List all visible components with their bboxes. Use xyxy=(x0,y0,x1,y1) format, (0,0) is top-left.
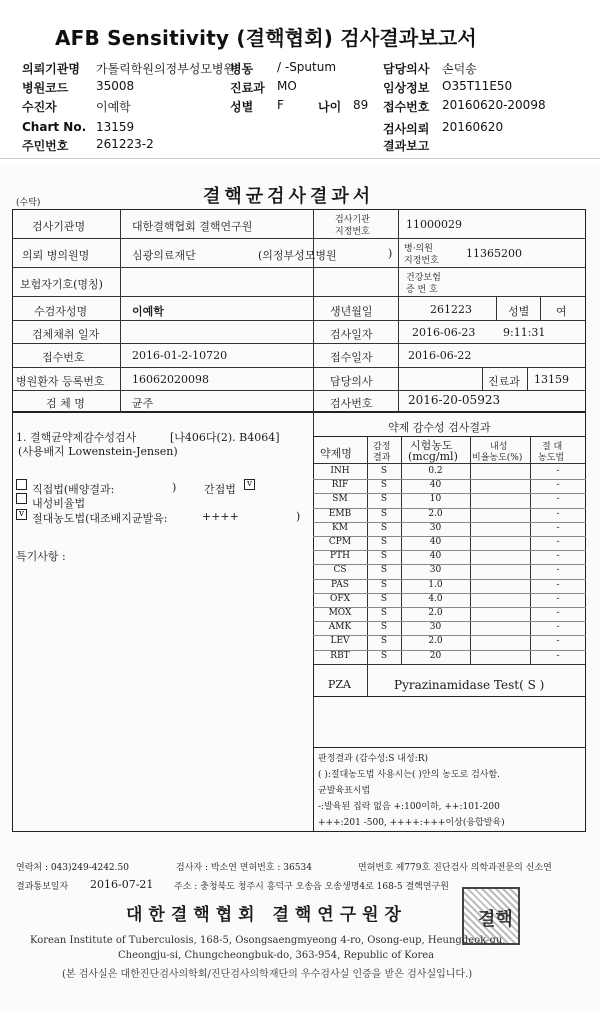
pat-reg-value: 16062020098 xyxy=(132,373,209,386)
drug-abs: - xyxy=(556,650,560,661)
drug-name: CPM xyxy=(328,537,352,547)
sex-label: 성별 xyxy=(230,100,254,114)
drug-conc: 30 xyxy=(429,565,442,576)
institution-value: 가톨릭학원의정부성모병원 xyxy=(96,62,236,76)
dob-value: 261223 xyxy=(430,303,472,316)
drug-abs: - xyxy=(556,565,560,576)
judge-line1: 판정결과 (감수성:S 내성:R) xyxy=(318,754,428,764)
report-header xyxy=(0,0,600,160)
receipt-tag: (수탁) xyxy=(16,198,41,208)
method2-label: 내성비율법 xyxy=(32,497,86,510)
resident-label: 주민번호 xyxy=(22,139,69,153)
test-no-value: 2016-20-05923 xyxy=(408,393,501,407)
health-label1: 건강보험 xyxy=(406,273,441,283)
drug-result: S xyxy=(380,593,388,604)
drug-conc: 40 xyxy=(429,537,442,547)
judge-line2: ( ):절대농도법 사용시는( )안의 농도로 검사함. xyxy=(318,770,501,780)
request-value: 20160620 xyxy=(442,120,504,134)
drug-result: S xyxy=(380,508,388,519)
institution-label: 의뢰기관명 xyxy=(22,62,80,76)
pza-label: PZA xyxy=(328,678,351,691)
ward-label: 병동 xyxy=(230,62,254,76)
drug-abs: - xyxy=(556,608,560,618)
dept-label-doc: 진료과 xyxy=(488,375,520,388)
insured-label: 보험자기호(명칭) xyxy=(20,278,103,291)
drug-abs: - xyxy=(556,551,560,562)
dept-value: MO xyxy=(277,79,297,93)
tester: 검사자 : 박소연 면허번호 : 36534 xyxy=(176,863,312,873)
absolute-method-checkbox[interactable]: v xyxy=(16,509,27,520)
method1b-label: 간접법 xyxy=(204,483,236,496)
patient-label: 수진자 xyxy=(22,100,57,114)
drug-conc: 40 xyxy=(429,480,442,491)
drug-conc: 30 xyxy=(429,622,442,633)
drug-result: S xyxy=(380,494,388,505)
drug-name: PAS xyxy=(331,579,349,590)
drug-row-divider xyxy=(313,593,586,594)
receipt-date-label: 접수일자 xyxy=(330,351,373,364)
col-abs2: 농도법 xyxy=(538,453,565,463)
drug-conc: 2.0 xyxy=(428,636,443,647)
drug-name: PTH xyxy=(330,551,350,562)
test-code: [나406다(2). B4064] xyxy=(170,431,280,444)
drug-name: OFX xyxy=(329,593,351,604)
resident-value: 261223-2 xyxy=(96,137,154,151)
judge-line5: +++:201 -500, ++++:+++이상(융합발육) xyxy=(318,818,505,828)
drug-result: S xyxy=(380,466,388,476)
judge-line3: 균발육표시법 xyxy=(318,786,371,796)
drug-row-divider xyxy=(313,564,586,565)
test-item: 1. 결핵균약제감수성검사 xyxy=(16,431,137,444)
sex-value: 여 xyxy=(556,305,567,318)
doc-title: 결핵균검사결과서 xyxy=(203,186,375,207)
ratio-method-checkbox[interactable] xyxy=(16,493,27,504)
sex-value: F xyxy=(277,98,284,112)
col-conc1: 시험농도 xyxy=(410,439,453,452)
seal-text: 결핵 xyxy=(478,909,513,930)
address-en-2: Cheongju-si, Chungcheongbuk-do, 363-954, Republic of Korea xyxy=(118,950,435,961)
clinical-value: O35T11E50 xyxy=(442,79,513,93)
test-no-label: 검사번호 xyxy=(330,397,373,410)
col-conc2: (mcg/ml) xyxy=(408,450,458,463)
report-label: 결과보고 xyxy=(383,139,430,153)
drug-name: MOX xyxy=(328,608,352,618)
drug-name: EMB xyxy=(328,508,352,519)
inst-no-label2: 지정번호 xyxy=(335,227,370,237)
receipt-no-label: 접수번호 xyxy=(42,351,85,364)
subject-value: 이예학 xyxy=(132,305,164,318)
method3-value: ++++ xyxy=(202,510,239,523)
inst-no-label1: 검사기관 xyxy=(335,215,370,225)
test-date-label: 검사일자 xyxy=(330,328,373,341)
drug-abs: - xyxy=(556,466,560,476)
req-hosp-paren: (의정부성모병원 xyxy=(258,249,337,262)
drug-row-divider xyxy=(313,536,586,537)
drug-name: SM xyxy=(332,494,348,505)
report-date-label: 결과통보일자 xyxy=(16,882,69,892)
inst-label: 검사기관명 xyxy=(32,220,86,233)
chart-label: Chart No. xyxy=(22,120,87,134)
clinical-label: 임상정보 xyxy=(383,81,430,95)
test-date-value: 2016-06-23 xyxy=(412,326,476,339)
health-label2: 증 번 호 xyxy=(406,285,438,295)
col-res2: 비율농도(%) xyxy=(472,453,523,463)
drug-row-divider xyxy=(313,607,586,608)
drug-abs: - xyxy=(556,494,560,505)
drug-row-divider xyxy=(313,508,586,509)
drug-result: S xyxy=(380,636,388,647)
test-time-value: 9:11:31 xyxy=(503,326,546,339)
inst-no-value: 11000029 xyxy=(406,218,462,231)
report-date-value: 2016-07-21 xyxy=(90,878,154,891)
req-hosp-close: ) xyxy=(388,247,393,260)
drug-name: INH xyxy=(330,466,350,476)
drug-result: S xyxy=(380,608,388,618)
hosp-no-label2: 지정번호 xyxy=(404,256,439,266)
drug-result: S xyxy=(380,650,388,661)
org-name: 대한결핵협회 결핵연구원장 xyxy=(126,905,407,925)
contact: 연락처 : 043)249-4242.50 xyxy=(16,863,129,873)
req-hosp-value: 심광의료재단 xyxy=(132,249,196,262)
drug-conc: 10 xyxy=(429,494,442,505)
drug-name: KM xyxy=(332,522,348,533)
dob-label: 생년월일 xyxy=(330,305,373,318)
ward-value: / -Sputum xyxy=(277,60,337,74)
method3-label: 절대농도법(대조배지균발육: xyxy=(32,512,168,525)
drug-abs: - xyxy=(556,537,560,547)
request-label: 검사의뢰 xyxy=(383,122,430,136)
judge-line4: -:발육된 집락 없음 +:100이하, ++:101-200 xyxy=(318,802,500,812)
drug-conc: 1.0 xyxy=(428,579,443,590)
drug-row-divider xyxy=(313,479,586,480)
hosp-no-value: 11365200 xyxy=(466,247,522,260)
receipt-label: 접수번호 xyxy=(383,100,430,114)
drug-conc: 0.2 xyxy=(428,466,443,476)
drug-abs: - xyxy=(556,579,560,590)
drug-conc: 30 xyxy=(429,522,442,533)
drug-result: S xyxy=(380,522,388,533)
dept-value-doc: 13159 xyxy=(534,373,569,386)
drug-abs: - xyxy=(556,622,560,633)
drug-conc: 4.0 xyxy=(428,593,443,604)
drug-abs: - xyxy=(556,593,560,604)
drug-abs: - xyxy=(556,508,560,519)
drug-row-divider xyxy=(313,579,586,580)
hospital-code-value: 35008 xyxy=(96,79,135,93)
specimen-label: 검 체 명 xyxy=(46,397,85,410)
hospital-code-label: 병원코드 xyxy=(22,81,69,95)
pat-reg-label: 병원환자 등록번호 xyxy=(16,375,105,388)
licence-line: 면허번호 제779호 진단검사 의학과전문의 신소연 xyxy=(358,863,552,873)
collect-label: 검체채취 일자 xyxy=(32,328,100,341)
drug-result: S xyxy=(380,551,388,562)
drug-result: S xyxy=(380,480,388,491)
col-drug: 약제명 xyxy=(320,447,352,460)
certification-note: (본 검사실은 대한진단검사의학회/진단검사의학재단의 우수검사실 인증을 받은 검사실입니다.) xyxy=(62,969,473,980)
drug-row-divider xyxy=(313,522,586,523)
drug-result: S xyxy=(380,565,388,576)
scanned-document xyxy=(0,165,600,1010)
col-sens1: 감정 xyxy=(373,442,391,452)
drug-row-divider xyxy=(313,650,586,651)
chart-value: 13159 xyxy=(96,120,135,134)
req-hosp-label: 의뢰 병의원명 xyxy=(22,249,90,262)
patient-value: 이예학 xyxy=(96,100,131,114)
col-res1: 내성 xyxy=(490,442,508,452)
drug-row-divider xyxy=(313,621,586,622)
doctor-label: 담당의사 xyxy=(383,62,430,76)
col-abs1: 절 대 xyxy=(542,442,563,452)
drug-abs: - xyxy=(556,522,560,533)
drug-result: S xyxy=(380,622,388,633)
hosp-no-label1: 병·의원 xyxy=(404,244,433,254)
subject-label: 수검자성명 xyxy=(34,305,88,318)
age-value: 89 xyxy=(353,98,369,112)
drug-name: CS xyxy=(333,565,347,576)
drug-row-divider xyxy=(313,550,586,551)
specimen-value: 균주 xyxy=(132,397,154,410)
drug-name: LEV xyxy=(330,636,350,647)
remarks-label: 특기사항 : xyxy=(16,550,66,563)
drug-abs: - xyxy=(556,636,560,647)
col-sens2: 결과 xyxy=(373,453,391,463)
receipt-no-value: 2016-01-2-10720 xyxy=(132,349,228,362)
drug-name: RBT xyxy=(330,650,350,661)
sex-label: 성별 xyxy=(508,305,530,318)
doctor-label-doc: 담당의사 xyxy=(330,375,373,388)
drug-conc: 40 xyxy=(429,551,442,562)
method1-label: 직접법(배양결과: xyxy=(32,483,115,496)
medium: (사용배지 Lowenstein-Jensen) xyxy=(18,445,178,458)
address: 주소 : 충청북도 청주시 흥덕구 오송읍 오송생명4로 168-5 결핵연구원 xyxy=(174,882,449,892)
drug-abs: - xyxy=(556,480,560,491)
indirect-method-checkbox[interactable]: v xyxy=(244,479,255,490)
report-title: AFB Sensitivity (결핵협회) 검사결과보고서 xyxy=(55,26,477,50)
drug-result: S xyxy=(380,579,388,590)
drug-name: RIF xyxy=(331,480,349,491)
doctor-value: 손덕송 xyxy=(442,62,477,76)
dept-label: 진료과 xyxy=(230,81,265,95)
method3-close: ) xyxy=(296,510,301,523)
inst-value: 대한결핵협회 결핵연구원 xyxy=(132,220,253,233)
age-label: 나이 xyxy=(318,100,342,114)
method1-close: ) xyxy=(172,481,177,494)
address-en-1: Korean Institute of Tuberculosis, 168-5, Osongsaengmyeong 4-ro, Osong-eup, Heungdeok-gu, xyxy=(30,935,506,946)
drug-conc: 20 xyxy=(429,650,442,661)
drug-row-divider xyxy=(313,635,586,636)
header-divider xyxy=(0,158,600,159)
receipt-value: 20160620-20098 xyxy=(442,98,546,112)
drug-result: S xyxy=(380,537,388,547)
drug-name: AMK xyxy=(328,622,352,633)
receipt-date-value: 2016-06-22 xyxy=(408,349,472,362)
direct-method-checkbox[interactable] xyxy=(16,479,27,490)
result-title: 약제 감수성 검사결과 xyxy=(388,421,491,434)
drug-conc: 2.0 xyxy=(428,608,443,618)
pza-value: Pyrazinamidase Test( S ) xyxy=(394,678,545,692)
drug-row-divider xyxy=(313,493,586,494)
drug-conc: 2.0 xyxy=(428,508,443,519)
